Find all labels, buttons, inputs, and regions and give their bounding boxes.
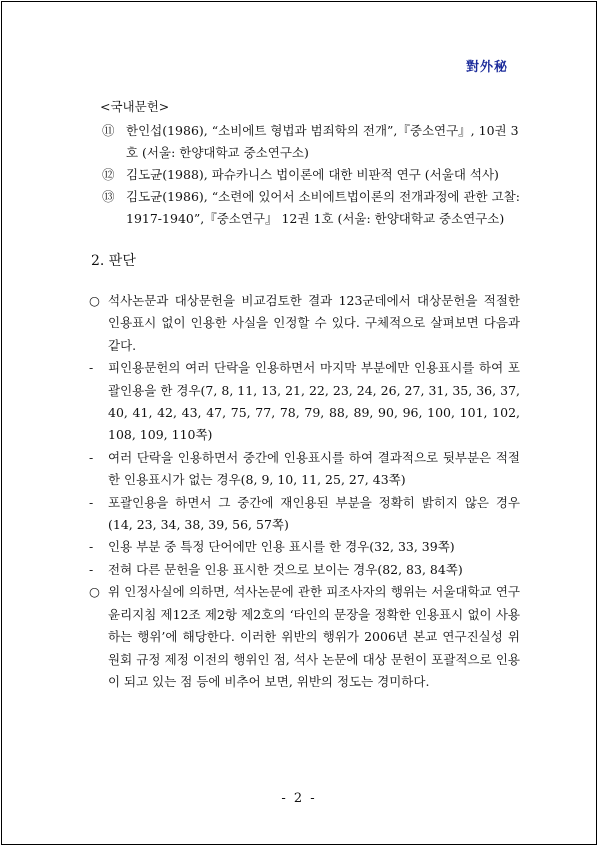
document-page [1,1,597,845]
page-number: - 2 - [281,791,317,806]
judgment-text: 피인용문헌의 여러 단락을 인용하면서 마지막 부분에만 인용표시를 하여 포괄인용을 한 경우(7, 8, 11, 13, 21, 22, 23, 24, 26, 27, 31, 35, 36, 37, 40, 41, 42, 43, 47, 75, 77, 78, 79, 88, 89, 90, 96, 100, 101, 102, 108, 109, 110쪽) [108,360,520,443]
judgment-text: 인용 부분 중 특정 단어에만 인용 표시를 한 경우(32, 33, 39쪽) [108,539,455,555]
judgment-text: 석사논문과 대상문헌을 비교검토한 결과 123군데에서 대상문헌을 적절한 인용표시 없이 인용한 사실을 인정할 수 있다. 구체적으로 살펴보면 다음과 같다. [108,293,520,353]
bullet-dash: - [89,539,94,555]
reference-text: 한인섭(1986), “소비에트 형법과 범죄학의 전개”,『중소연구』, 10권 3호 (서울: 한양대학교 중소연구소) [126,123,519,160]
section-title: 2. 판단 [91,253,136,269]
judgment-text: 위 인정사실에 의하면, 석사논문에 관한 피조사자의 행위는 서울대학교 연구윤리지침 제12조 제2항 제2호의 ‘타인의 문장을 정확한 인용표시 없이 사용하는 행위’에 해당한다. 이러한 위반의 행위가 2006년 본교 연구진실성 위원회 규정 제정 이전의 행위인 점, 석사 논문에 대상 문헌이 포괄적으로 인용이 되고 있는 점 등에 비추어 보면, 위반의 정도는 경미하다. [108,584,520,689]
judgment-item [89,536,520,558]
reference-heading: <국내문헌> [100,99,170,114]
judgment-item [89,290,520,357]
bullet-dash: - [89,494,94,510]
judgment-list [89,290,520,693]
reference-text: 김도균(1986), “소련에 있어서 소비에트법이론의 전개과정에 관한 고찰: 1917-1940”,『중소연구』 12권 1호 (서울: 한양대학교 중소연구소) [126,189,520,226]
bullet-circle: ○ [89,584,100,600]
reference-item [100,120,526,164]
reference-number: ⑪ [102,123,115,138]
bullet-dash: - [89,360,94,376]
judgment-item [89,447,520,492]
classification-label: 對外秘 [465,60,508,75]
judgment-item [89,581,520,693]
reference-item [100,164,526,186]
reference-list [100,96,526,230]
reference-number: ⑫ [102,167,115,182]
judgment-text: 여러 단락을 인용하면서 중간에 인용표시를 하여 결과적으로 뒷부분은 적절한 인용표시가 없는 경우(8, 9, 10, 11, 25, 27, 43쪽) [108,449,520,488]
bullet-dash: - [89,561,94,577]
judgment-item [89,559,520,581]
judgment-text: 포괄인용을 하면서 그 중간에 재인용된 부분을 정확히 밝히지 않은 경우 (14, 23, 34, 38, 39, 56, 57쪽) [108,494,520,533]
reference-number: ⑬ [102,189,115,204]
judgment-text: 전혀 다른 문헌을 인용 표시한 것으로 보이는 경우(82, 83, 84쪽) [108,561,463,577]
bullet-circle: ○ [89,293,100,308]
judgment-item [89,492,520,537]
reference-item [100,186,526,230]
bullet-dash: - [89,449,94,465]
judgment-item [89,357,520,447]
reference-text: 김도균(1988), 파슈카니스 법이론에 대한 비판적 연구 (서울대 석사) [126,167,499,182]
